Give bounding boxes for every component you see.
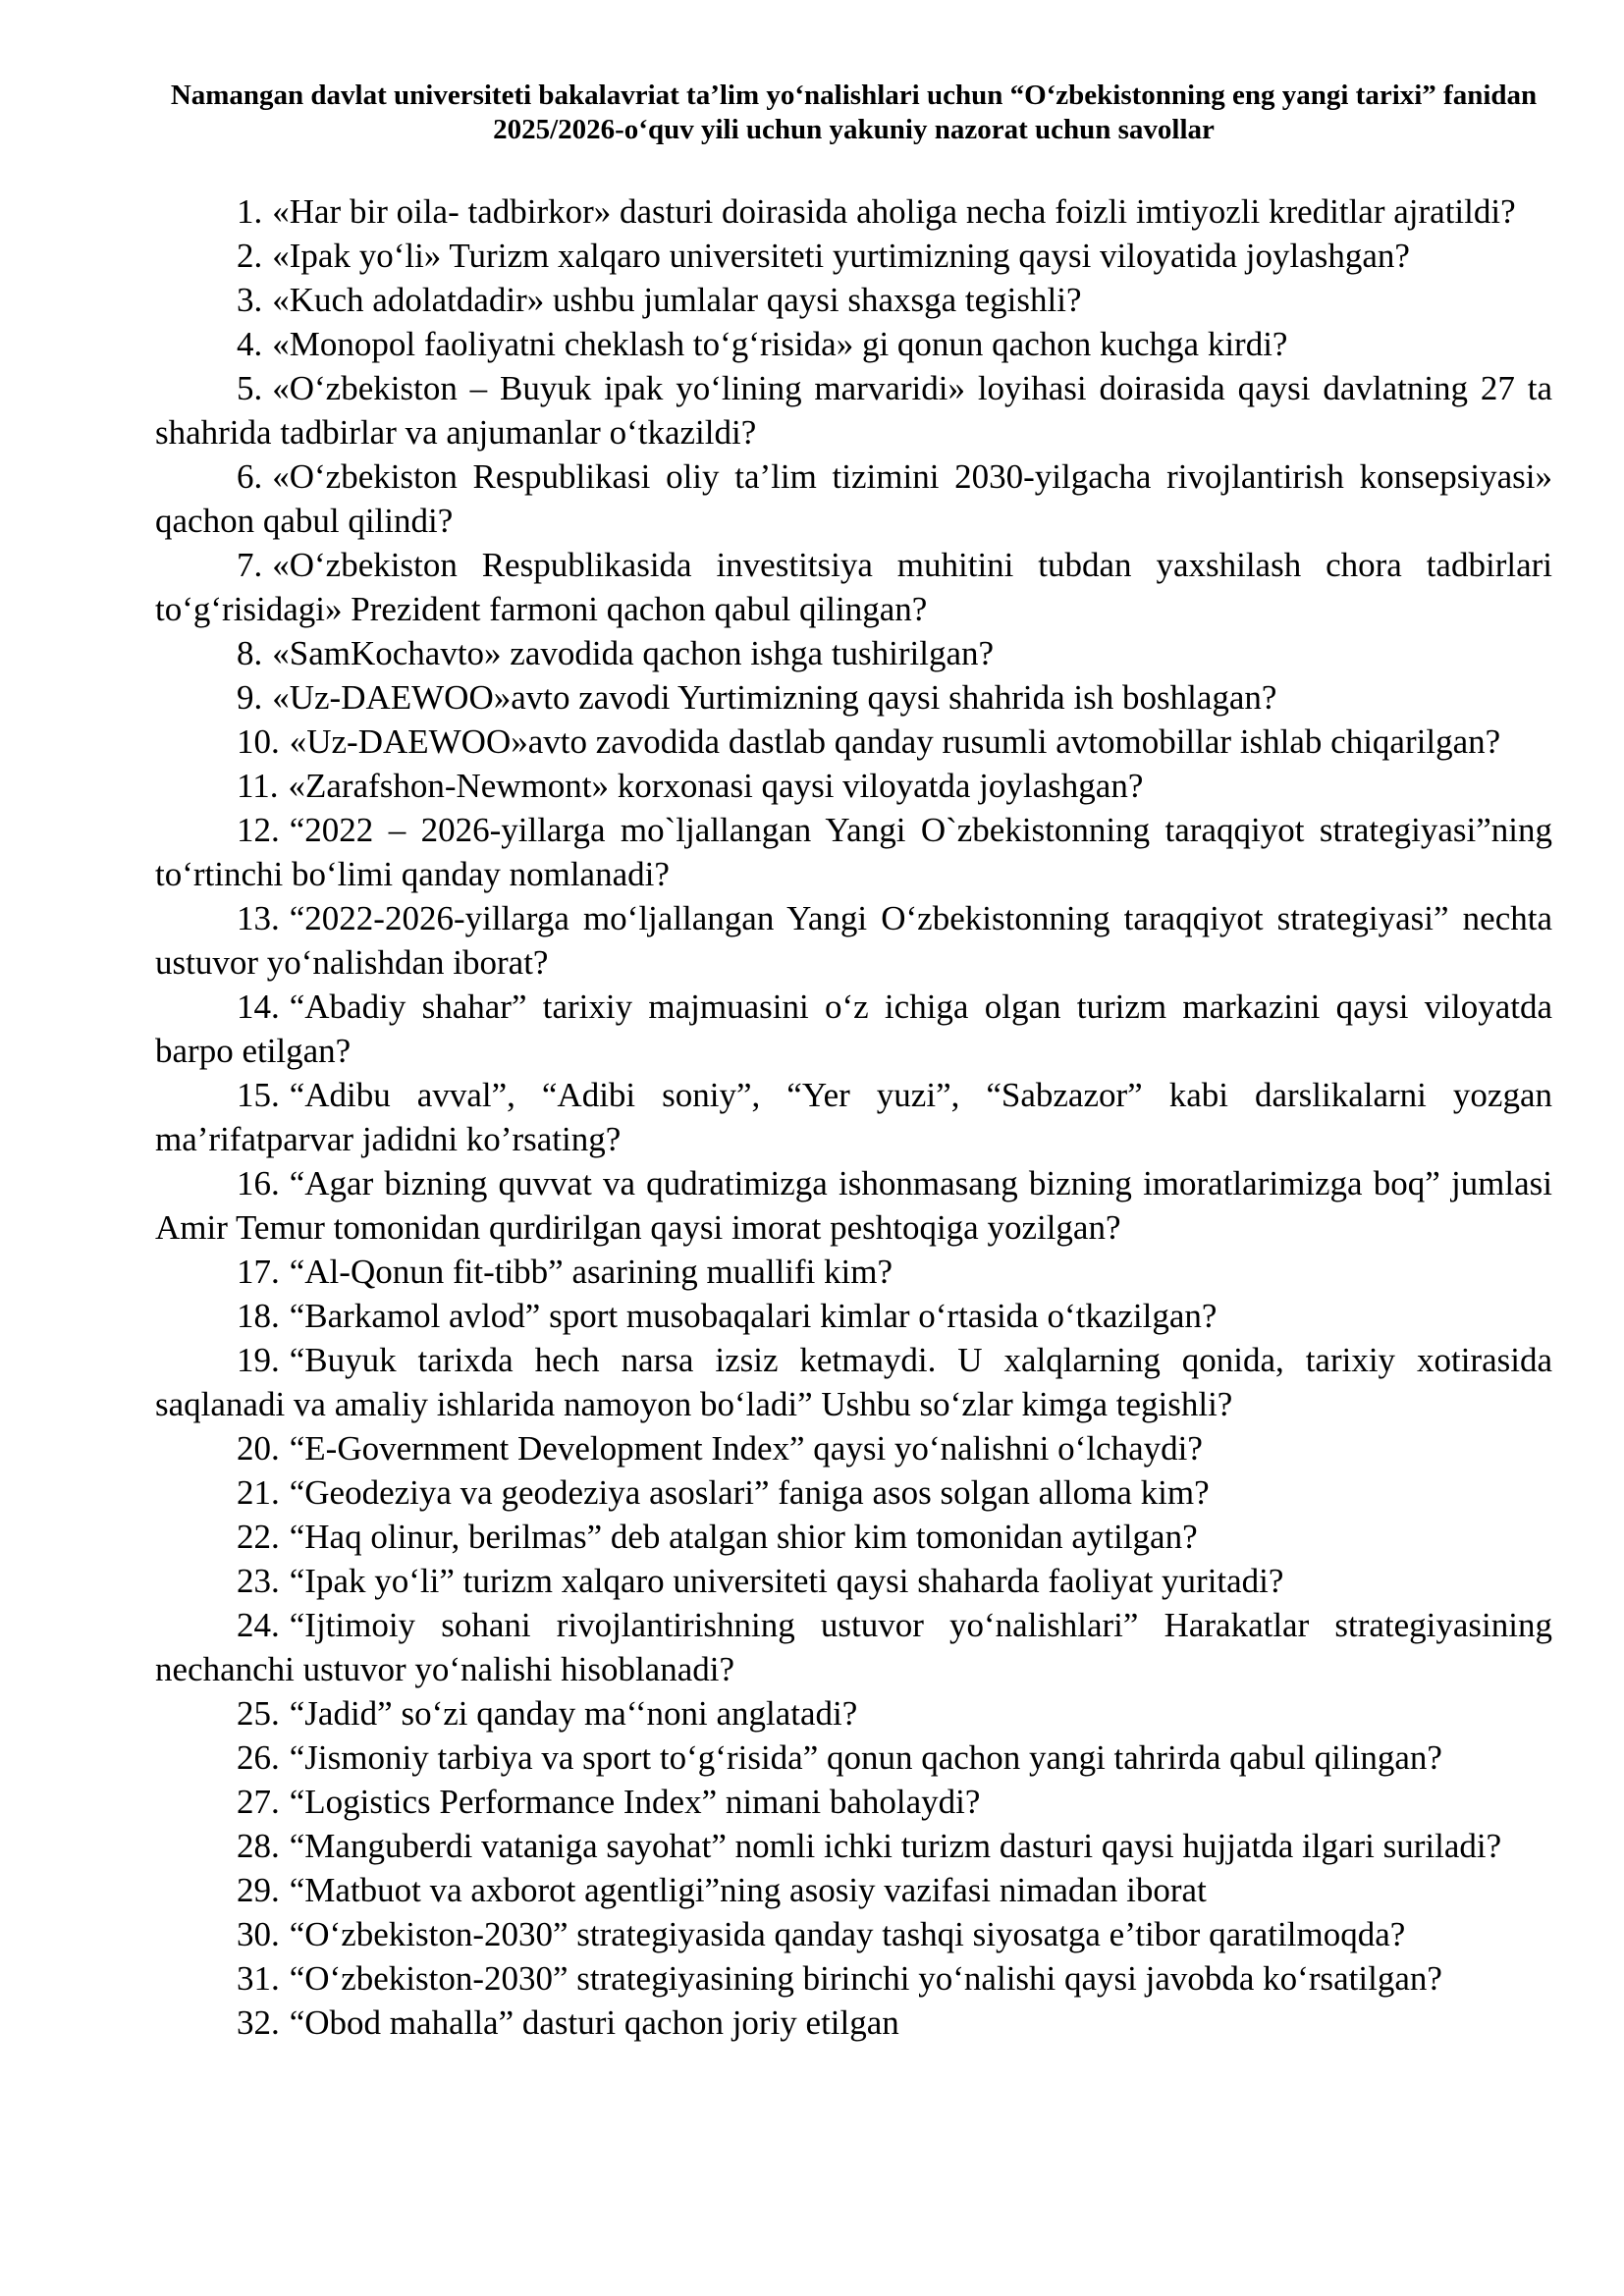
question-text: “Agar bizning quvvat va qudratimizga ishonmasang bizning imoratlarimizga boq” jumlasi Amir Temur tomonidan qurdirilgan qaysi imorat peshtoqiga yozilgan? — [155, 1164, 1552, 1247]
question-item — [155, 985, 1552, 1073]
question-number: 9. — [237, 678, 263, 717]
question-text: “Adibu avval”, “Adibi soniy”, “Yer yuzi”, “Sabzazor” kabi darslikalarni yozgan ma’rifatparvar jadidni ko’rsating? — [155, 1076, 1552, 1158]
question-text: «O‘zbekiston Respublikasi oliy ta’lim tizimini 2030-yilgacha rivojlantirish konsepsiyasi» qachon qabul qilindi? — [155, 457, 1552, 540]
question-item — [155, 2001, 1552, 2045]
question-item — [155, 366, 1552, 454]
question-text: “E-Government Development Index” qaysi yo‘nalishni o‘lchaydi? — [289, 1429, 1203, 1468]
question-number: 14. — [237, 988, 280, 1026]
question-number: 5. — [237, 369, 263, 407]
question-text: “Barkamol avlod” sport musobaqalari kimlar o‘rtasida o‘tkazilgan? — [289, 1297, 1218, 1335]
question-number: 8. — [237, 634, 263, 672]
question-number: 2. — [237, 237, 263, 275]
document-title: Namangan davlat universiteti bakalavriat ta’lim yo‘nalishlari uchun “O‘zbekistonning eng yangi tarixi” fanidan 2025/2026-o‘quv yili uchun yakuniy nazorat uchun savollar — [170, 80, 1538, 145]
question-item — [155, 1250, 1552, 1294]
question-number: 13. — [237, 899, 280, 937]
question-item — [155, 543, 1552, 631]
question-item — [155, 1294, 1552, 1338]
question-item — [155, 1735, 1552, 1780]
question-item — [155, 1515, 1552, 1559]
question-item — [155, 1824, 1552, 1868]
question-item — [155, 1956, 1552, 2001]
question-number: 31. — [237, 1959, 280, 1998]
question-number: 1. — [237, 192, 263, 231]
question-number: 25. — [237, 1694, 280, 1733]
question-number: 26. — [237, 1738, 280, 1777]
question-item — [155, 1603, 1552, 1691]
question-item — [155, 454, 1552, 543]
question-number: 22. — [237, 1518, 280, 1556]
question-item — [155, 278, 1552, 322]
question-text: “Ijtimoiy sohani rivojlantirishning ustuvor yo‘nalishlari” Harakatlar strategiyasining nechanchi ustuvor yo‘nalishi hisoblanadi? — [155, 1606, 1552, 1688]
question-text: “Geodeziya va geodeziya asoslari” faniga asos solgan alloma kim? — [289, 1473, 1210, 1512]
question-number: 17. — [237, 1253, 280, 1291]
question-item — [155, 1338, 1552, 1426]
question-text: “Haq olinur, berilmas” deb atalgan shior kim tomonidan aytilgan? — [289, 1518, 1198, 1556]
question-text: “Obod mahalla” dasturi qachon joriy etilgan — [289, 2003, 899, 2042]
question-item — [155, 631, 1552, 675]
question-number: 27. — [237, 1783, 280, 1821]
question-text: «O‘zbekiston Respublikasida investitsiya muhitini tubdan yaxshilash chora tadbirlari to‘g‘risidagi» Prezident farmoni qachon qabul qilingan? — [155, 546, 1552, 628]
question-number: 11. — [237, 767, 279, 805]
question-text: «O‘zbekiston – Buyuk ipak yo‘lining marvaridi» loyihasi doirasida qaysi davlatning 27 ta shahrida tadbirlar va anjumanlar o‘tkazildi? — [155, 369, 1552, 452]
question-text: «Monopol faoliyatni cheklash to‘g‘risida» gi qonun qachon kuchga kirdi? — [272, 325, 1288, 363]
question-text: “Jadid” so‘zi qanday ma‘‘noni anglatadi? — [289, 1694, 858, 1733]
question-number: 3. — [237, 281, 263, 319]
question-text: “O‘zbekiston-2030” strategiyasining birinchi yo‘nalishi qaysi javobda ko‘rsatilgan? — [289, 1959, 1442, 1998]
question-text: “Jismoniy tarbiya va sport to‘g‘risida” qonun qachon yangi tahrirda qabul qilingan? — [289, 1738, 1442, 1777]
question-item — [155, 1780, 1552, 1824]
question-item — [155, 896, 1552, 985]
question-text: “O‘zbekiston-2030” strategiyasida qanday tashqi siyosatga e’tibor qaratilmoqda? — [289, 1915, 1406, 1953]
question-item — [155, 1559, 1552, 1603]
question-item — [155, 720, 1552, 764]
document-page — [155, 0, 1552, 2296]
question-text: «SamKochavto» zavodida qachon ishga tushirilgan? — [272, 634, 995, 672]
question-text: “2022 – 2026-yillarga mo`ljallangan Yangi O`zbekistonning taraqqiyot strategiyasi”ning to‘rtinchi bo‘limi qanday nomlanadi? — [155, 811, 1552, 893]
question-item — [155, 1912, 1552, 1956]
question-text: “Matbuot va axborot agentligi”ning asosiy vazifasi nimadan iborat — [289, 1871, 1207, 1909]
question-item — [155, 1868, 1552, 1912]
question-number: 32. — [237, 2003, 280, 2042]
question-text: “Manguberdi vataniga sayohat” nomli ichki turizm dasturi qaysi hujjatda ilgari suriladi? — [289, 1827, 1502, 1865]
question-text: «Har bir oila- tadbirkor» dasturi doirasida aholiga necha foizli imtiyozli kreditlar ajratildi? — [272, 192, 1516, 231]
question-number: 21. — [237, 1473, 280, 1512]
question-text: “2022-2026-yillarga mo‘ljallangan Yangi O‘zbekistonning taraqqiyot strategiyasi” nechta ustuvor yo‘nalishdan iborat? — [155, 899, 1552, 982]
question-number: 15. — [237, 1076, 280, 1114]
question-item — [155, 1691, 1552, 1735]
question-number: 7. — [237, 546, 263, 584]
question-text: «Zarafshon-Newmont» korxonasi qaysi viloyatda joylashgan? — [288, 767, 1144, 805]
question-text: “Al-Qonun fit-tibb” asarining muallifi kim? — [289, 1253, 893, 1291]
question-list — [155, 189, 1552, 2045]
question-number: 6. — [237, 457, 263, 496]
question-text: “Ipak yo‘li” turizm xalqaro universiteti qaysi shaharda faoliyat yuritadi? — [289, 1562, 1284, 1600]
question-item — [155, 234, 1552, 278]
question-number: 29. — [237, 1871, 280, 1909]
question-text: “Buyuk tarixda hech narsa izsiz ketmaydi. U xalqlarning qonida, tarixiy xotirasida saqlanadi va amaliy ishlarida namoyon bo‘ladi” Ushbu so‘zlar kimga tegishli? — [155, 1341, 1552, 1423]
question-number: 10. — [237, 722, 280, 761]
question-number: 19. — [237, 1341, 280, 1379]
question-number: 24. — [237, 1606, 280, 1644]
question-text: “Abadiy shahar” tarixiy majmuasini o‘z ichiga olgan turizm markazini qaysi viloyatda barpo etilgan? — [155, 988, 1552, 1070]
question-number: 18. — [237, 1297, 280, 1335]
question-text: «Uz-DAEWOO»avto zavodida dastlab qanday rusumli avtomobillar ishlab chiqarilgan? — [289, 722, 1501, 761]
question-number: 23. — [237, 1562, 280, 1600]
question-text: «Uz-DAEWOO»avto zavodi Yurtimizning qaysi shahrida ish boshlagan? — [272, 678, 1277, 717]
question-text: «Kuch adolatdadir» ushbu jumlalar qaysi shaxsga tegishli? — [272, 281, 1082, 319]
question-number: 4. — [237, 325, 263, 363]
question-item — [155, 1161, 1552, 1250]
question-item — [155, 1470, 1552, 1515]
question-item — [155, 189, 1552, 234]
question-item — [155, 764, 1552, 808]
question-item — [155, 322, 1552, 366]
question-text: «Ipak yo‘li» Turizm xalqaro universiteti yurtimizning qaysi viloyatida joylashgan? — [272, 237, 1410, 275]
question-number: 16. — [237, 1164, 280, 1202]
question-item — [155, 1073, 1552, 1161]
question-number: 28. — [237, 1827, 280, 1865]
question-number: 20. — [237, 1429, 280, 1468]
question-item — [155, 675, 1552, 720]
question-text: “Logistics Performance Index” nimani baholaydi? — [289, 1783, 981, 1821]
question-number: 12. — [237, 811, 280, 849]
question-item — [155, 1426, 1552, 1470]
question-item — [155, 808, 1552, 896]
question-number: 30. — [237, 1915, 280, 1953]
